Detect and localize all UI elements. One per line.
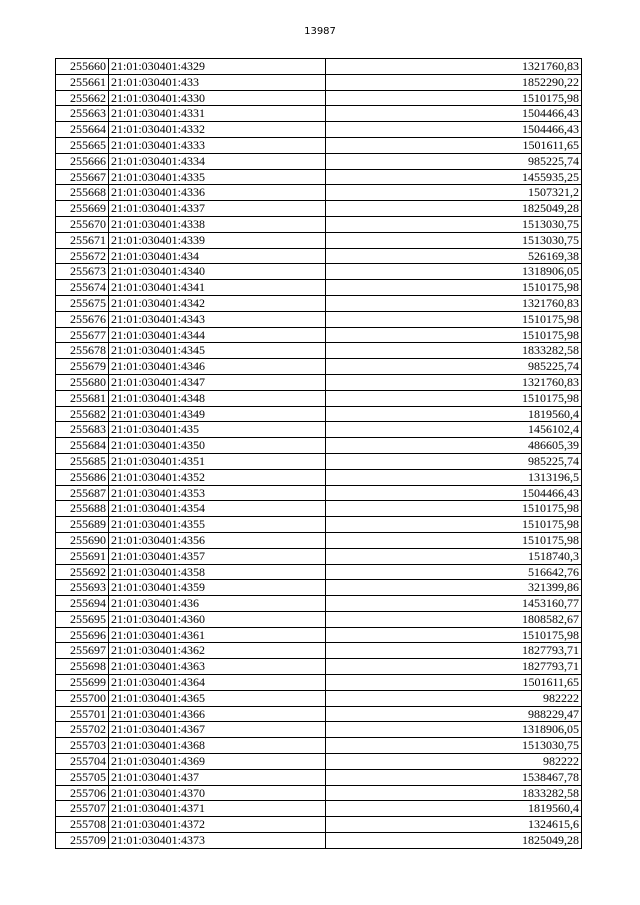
- cadastral-number-cell: 21:01:030401:4353: [109, 485, 326, 501]
- row-number-cell: 255701: [56, 706, 109, 722]
- row-number-cell: 255663: [56, 106, 109, 122]
- cadastral-value-cell: 985225,74: [326, 453, 582, 469]
- cadastral-number-cell: 21:01:030401:4330: [109, 90, 326, 106]
- cadastral-number-cell: 21:01:030401:433: [109, 74, 326, 90]
- cadastral-number-cell: 21:01:030401:4364: [109, 675, 326, 691]
- cadastral-number-cell: 21:01:030401:4335: [109, 169, 326, 185]
- cadastral-number-cell: 21:01:030401:4358: [109, 564, 326, 580]
- row-number-cell: 255676: [56, 311, 109, 327]
- cadastral-value-cell: 1538467,78: [326, 769, 582, 785]
- row-number-cell: 255696: [56, 627, 109, 643]
- row-number-cell: 255685: [56, 453, 109, 469]
- table-row: [56, 817, 582, 833]
- table-row: [56, 754, 582, 770]
- cadastral-value-cell: 486605,39: [326, 438, 582, 454]
- cadastral-number-cell: 21:01:030401:4340: [109, 264, 326, 280]
- cadastral-value-cell: 1513030,75: [326, 216, 582, 232]
- cadastral-value-cell: 1510175,98: [326, 280, 582, 296]
- cadastral-number-cell: 21:01:030401:4343: [109, 311, 326, 327]
- cadastral-number-cell: 21:01:030401:4347: [109, 374, 326, 390]
- table-row: [56, 469, 582, 485]
- cadastral-number-cell: 21:01:030401:4351: [109, 453, 326, 469]
- cadastral-value-cell: 1825049,28: [326, 201, 582, 217]
- table-row: [56, 153, 582, 169]
- row-number-cell: 255699: [56, 675, 109, 691]
- row-number-cell: 255708: [56, 817, 109, 833]
- table-row: [56, 232, 582, 248]
- cadastral-value-cell: 1833282,58: [326, 343, 582, 359]
- row-number-cell: 255673: [56, 264, 109, 280]
- cadastral-value-cell: 526169,38: [326, 248, 582, 264]
- cadastral-number-cell: 21:01:030401:4355: [109, 517, 326, 533]
- row-number-cell: 255668: [56, 185, 109, 201]
- cadastral-value-cell: 1825049,28: [326, 833, 582, 849]
- row-number-cell: 255681: [56, 390, 109, 406]
- cadastral-number-cell: 21:01:030401:4361: [109, 627, 326, 643]
- row-number-cell: 255661: [56, 74, 109, 90]
- table-row: [56, 359, 582, 375]
- cadastral-value-cell: 1819560,4: [326, 801, 582, 817]
- row-number-cell: 255709: [56, 833, 109, 849]
- table-row: [56, 390, 582, 406]
- cadastral-number-cell: 21:01:030401:4360: [109, 611, 326, 627]
- cadastral-number-cell: 21:01:030401:437: [109, 769, 326, 785]
- cadastral-value-cell: 1318906,05: [326, 722, 582, 738]
- cadastral-value-cell: 1507321,2: [326, 185, 582, 201]
- row-number-cell: 255691: [56, 548, 109, 564]
- row-number-cell: 255670: [56, 216, 109, 232]
- row-number-cell: 255684: [56, 438, 109, 454]
- cadastral-value-cell: 1827793,71: [326, 643, 582, 659]
- row-number-cell: 255694: [56, 596, 109, 612]
- table-row: [56, 596, 582, 612]
- row-number-cell: 255688: [56, 501, 109, 517]
- row-number-cell: 255671: [56, 232, 109, 248]
- row-number-cell: 255675: [56, 295, 109, 311]
- cadastral-value-cell: 1510175,98: [326, 90, 582, 106]
- cadastral-value-cell: 1504466,43: [326, 122, 582, 138]
- table-row: [56, 59, 582, 75]
- table-row: [56, 248, 582, 264]
- cadastral-number-cell: 21:01:030401:4331: [109, 106, 326, 122]
- table-row: [56, 532, 582, 548]
- table-row: [56, 327, 582, 343]
- cadastral-number-cell: 21:01:030401:4354: [109, 501, 326, 517]
- cadastral-number-cell: 21:01:030401:4329: [109, 59, 326, 75]
- cadastral-value-cell: 1852290,22: [326, 74, 582, 90]
- table-row: [56, 548, 582, 564]
- table-row: [56, 675, 582, 691]
- table-row: [56, 627, 582, 643]
- cadastral-number-cell: 21:01:030401:4366: [109, 706, 326, 722]
- cadastral-value-cell: 1313196,5: [326, 469, 582, 485]
- cadastral-number-cell: 21:01:030401:4363: [109, 659, 326, 675]
- row-number-cell: 255666: [56, 153, 109, 169]
- row-number-cell: 255690: [56, 532, 109, 548]
- cadastral-value-cell: 1513030,75: [326, 232, 582, 248]
- table-row: [56, 643, 582, 659]
- cadastral-number-cell: 21:01:030401:4345: [109, 343, 326, 359]
- cadastral-value-cell: 1321760,83: [326, 374, 582, 390]
- table-row: [56, 201, 582, 217]
- cadastral-value-cell: 985225,74: [326, 153, 582, 169]
- table-row: [56, 501, 582, 517]
- row-number-cell: 255697: [56, 643, 109, 659]
- table-row: [56, 264, 582, 280]
- cadastral-number-cell: 21:01:030401:4370: [109, 785, 326, 801]
- cadastral-value-cell: 1504466,43: [326, 106, 582, 122]
- cadastral-number-cell: 21:01:030401:4362: [109, 643, 326, 659]
- row-number-cell: 255687: [56, 485, 109, 501]
- cadastral-value-cell: 982222: [326, 690, 582, 706]
- row-number-cell: 255678: [56, 343, 109, 359]
- cadastral-value-cell: 1819560,4: [326, 406, 582, 422]
- row-number-cell: 255686: [56, 469, 109, 485]
- cadastral-number-cell: 21:01:030401:4332: [109, 122, 326, 138]
- table-row: [56, 801, 582, 817]
- cadastral-number-cell: 21:01:030401:4373: [109, 833, 326, 849]
- cadastral-value-cell: 1510175,98: [326, 390, 582, 406]
- row-number-cell: 255706: [56, 785, 109, 801]
- cadastral-number-cell: 21:01:030401:4348: [109, 390, 326, 406]
- table-row: [56, 90, 582, 106]
- row-number-cell: 255702: [56, 722, 109, 738]
- row-number-cell: 255679: [56, 359, 109, 375]
- cadastral-value-cell: 1321760,83: [326, 59, 582, 75]
- table-row: [56, 769, 582, 785]
- cadastral-number-cell: 21:01:030401:4339: [109, 232, 326, 248]
- cadastral-value-cell: 1510175,98: [326, 327, 582, 343]
- cadastral-number-cell: 21:01:030401:4359: [109, 580, 326, 596]
- table-row: [56, 122, 582, 138]
- cadastral-number-cell: 21:01:030401:4344: [109, 327, 326, 343]
- table-row: [56, 580, 582, 596]
- cadastral-number-cell: 21:01:030401:435: [109, 422, 326, 438]
- cadastral-value-cell: 1808582,67: [326, 611, 582, 627]
- cadastral-number-cell: 21:01:030401:436: [109, 596, 326, 612]
- cadastral-number-cell: 21:01:030401:4369: [109, 754, 326, 770]
- row-number-cell: 255672: [56, 248, 109, 264]
- cadastral-number-cell: 21:01:030401:434: [109, 248, 326, 264]
- cadastral-number-cell: 21:01:030401:4356: [109, 532, 326, 548]
- cadastral-number-cell: 21:01:030401:4334: [109, 153, 326, 169]
- cadastral-number-cell: 21:01:030401:4372: [109, 817, 326, 833]
- row-number-cell: 255692: [56, 564, 109, 580]
- cadastral-value-cell: 1827793,71: [326, 659, 582, 675]
- row-number-cell: 255707: [56, 801, 109, 817]
- table-row: [56, 706, 582, 722]
- cadastral-value-cell: 1518740,3: [326, 548, 582, 564]
- table-row: [56, 833, 582, 849]
- cadastral-value-cell: 1453160,77: [326, 596, 582, 612]
- cadastral-value-cell: 1504466,43: [326, 485, 582, 501]
- cadastral-value-cell: 1510175,98: [326, 311, 582, 327]
- row-number-cell: 255698: [56, 659, 109, 675]
- cadastral-number-cell: 21:01:030401:4337: [109, 201, 326, 217]
- cadastral-number-cell: 21:01:030401:4341: [109, 280, 326, 296]
- table-row: [56, 564, 582, 580]
- cadastral-number-cell: 21:01:030401:4357: [109, 548, 326, 564]
- row-number-cell: 255683: [56, 422, 109, 438]
- cadastral-value-cell: 1510175,98: [326, 501, 582, 517]
- cadastral-number-cell: 21:01:030401:4333: [109, 137, 326, 153]
- table-row: [56, 137, 582, 153]
- cadastral-number-cell: 21:01:030401:4365: [109, 690, 326, 706]
- cadastral-number-cell: 21:01:030401:4368: [109, 738, 326, 754]
- table-row: [56, 738, 582, 754]
- cadastral-number-cell: 21:01:030401:4342: [109, 295, 326, 311]
- table-row: [56, 422, 582, 438]
- row-number-cell: 255700: [56, 690, 109, 706]
- table-row: [56, 438, 582, 454]
- table-row: [56, 611, 582, 627]
- cadastral-value-cell: 1321760,83: [326, 295, 582, 311]
- row-number-cell: 255705: [56, 769, 109, 785]
- table-row: [56, 517, 582, 533]
- cadastral-value-cell: 1833282,58: [326, 785, 582, 801]
- row-number-cell: 255674: [56, 280, 109, 296]
- cadastral-number-cell: 21:01:030401:4336: [109, 185, 326, 201]
- table-body: [56, 59, 582, 849]
- table-row: [56, 311, 582, 327]
- row-number-cell: 255704: [56, 754, 109, 770]
- cadastral-value-cell: 1324615,6: [326, 817, 582, 833]
- table-row: [56, 280, 582, 296]
- page-number: 13987: [304, 26, 336, 37]
- row-number-cell: 255662: [56, 90, 109, 106]
- cadastral-number-cell: 21:01:030401:4350: [109, 438, 326, 454]
- table-row: [56, 659, 582, 675]
- cadastral-value-cell: 982222: [326, 754, 582, 770]
- table-row: [56, 374, 582, 390]
- row-number-cell: 255682: [56, 406, 109, 422]
- cadastral-value-cell: 1510175,98: [326, 627, 582, 643]
- cadastral-value-cell: 985225,74: [326, 359, 582, 375]
- row-number-cell: 255664: [56, 122, 109, 138]
- cadastral-value-cell: 1513030,75: [326, 738, 582, 754]
- table-row: [56, 722, 582, 738]
- table-row: [56, 295, 582, 311]
- cadastral-number-cell: 21:01:030401:4349: [109, 406, 326, 422]
- table-row: [56, 106, 582, 122]
- table-row: [56, 216, 582, 232]
- table-row: [56, 343, 582, 359]
- row-number-cell: 255677: [56, 327, 109, 343]
- table-row: [56, 185, 582, 201]
- row-number-cell: 255667: [56, 169, 109, 185]
- cadastral-value-cell: 1501611,65: [326, 137, 582, 153]
- row-number-cell: 255703: [56, 738, 109, 754]
- cadastral-value-cell: 1510175,98: [326, 532, 582, 548]
- cadastral-value-cell: 1501611,65: [326, 675, 582, 691]
- table-row: [56, 485, 582, 501]
- table-row: [56, 453, 582, 469]
- cadastral-value-cell: 1510175,98: [326, 517, 582, 533]
- cadastral-value-cell: 1455935,25: [326, 169, 582, 185]
- cadastral-number-cell: 21:01:030401:4371: [109, 801, 326, 817]
- cadastral-value-cell: 1456102,4: [326, 422, 582, 438]
- row-number-cell: 255689: [56, 517, 109, 533]
- cadastral-number-cell: 21:01:030401:4346: [109, 359, 326, 375]
- table-row: [56, 406, 582, 422]
- row-number-cell: 255693: [56, 580, 109, 596]
- row-number-cell: 255669: [56, 201, 109, 217]
- cadastral-number-cell: 21:01:030401:4338: [109, 216, 326, 232]
- row-number-cell: 255660: [56, 59, 109, 75]
- table-row: [56, 74, 582, 90]
- cadastral-number-cell: 21:01:030401:4352: [109, 469, 326, 485]
- cadastral-value-cell: 516642,76: [326, 564, 582, 580]
- cadastral-value-cell: 321399,86: [326, 580, 582, 596]
- cadastral-value-cell: 1318906,05: [326, 264, 582, 280]
- cadastral-number-cell: 21:01:030401:4367: [109, 722, 326, 738]
- row-number-cell: 255680: [56, 374, 109, 390]
- table-row: [56, 169, 582, 185]
- cadastral-value-table: [55, 58, 582, 849]
- row-number-cell: 255665: [56, 137, 109, 153]
- cadastral-value-cell: 988229,47: [326, 706, 582, 722]
- row-number-cell: 255695: [56, 611, 109, 627]
- table-row: [56, 785, 582, 801]
- table-row: [56, 690, 582, 706]
